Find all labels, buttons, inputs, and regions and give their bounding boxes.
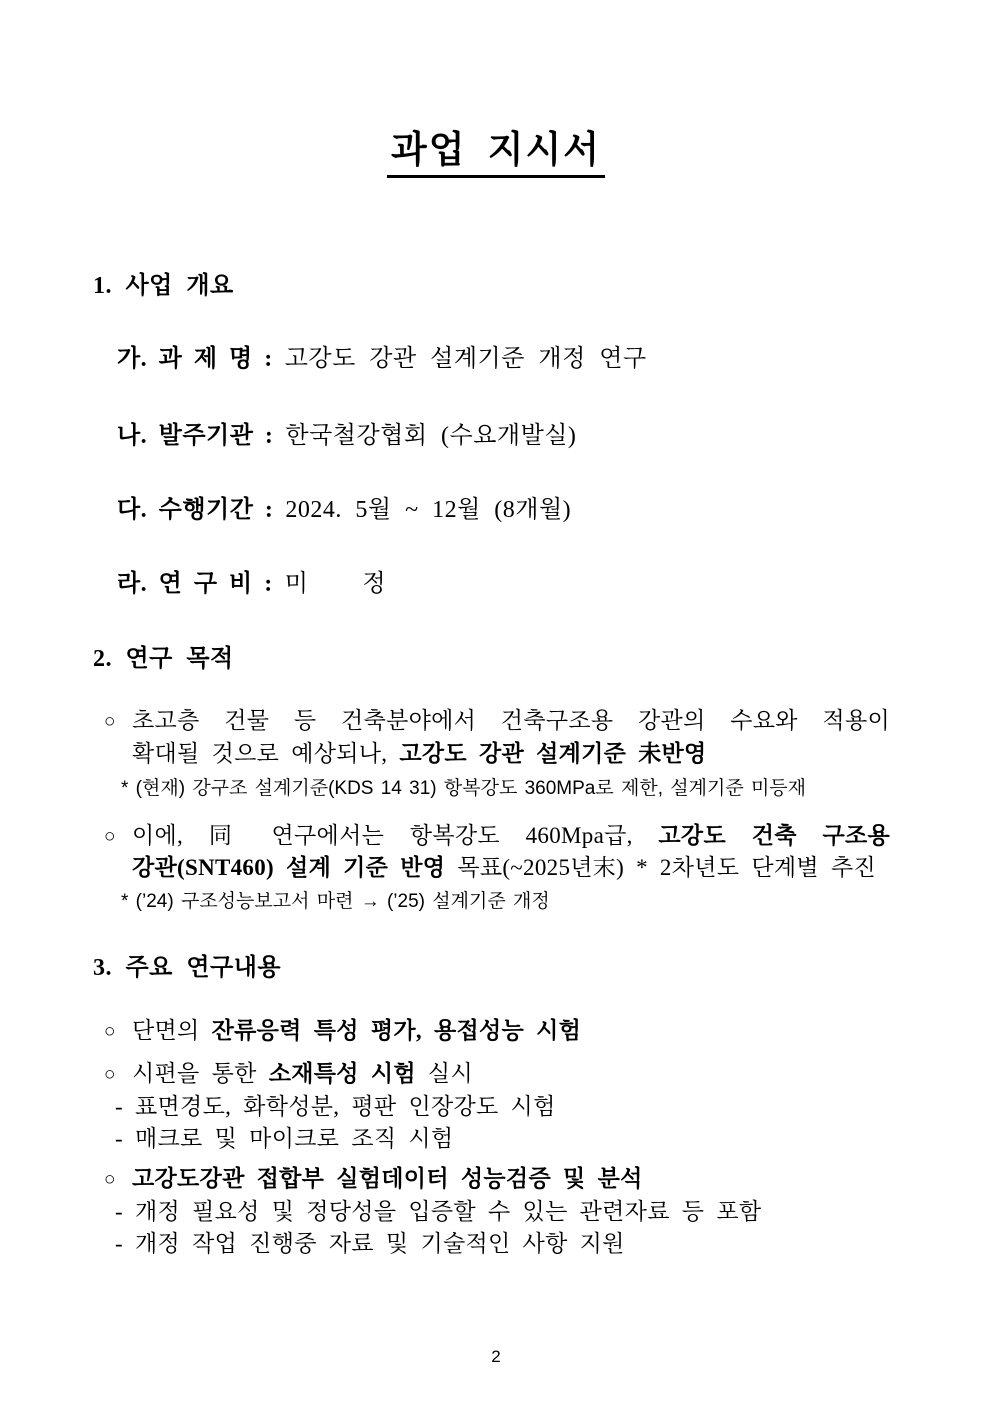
bullet-text-regular: 실시 <box>415 1061 473 1086</box>
item-label: 나. 발주기관 : <box>117 423 274 449</box>
bullet-text-bold: 고강도 강관 설계기준 未반영 <box>399 741 707 766</box>
bullet-text-regular: 목표(~2025년末) * 2차년도 단계별 추진 <box>445 855 876 880</box>
document-title <box>0 128 992 174</box>
section-2-bullet-2-line-1 <box>132 822 890 851</box>
section-2-bullet-2-line-2 <box>132 854 876 883</box>
bullet-text-bold: 잔류응력 특성 평가, 용접성능 시험 <box>211 1018 582 1043</box>
bullet-text-regular: 이에, 同 연구에서는 항복강도 460Mpa급, <box>132 823 659 848</box>
section-2-heading: 2. 연구 목적 <box>93 646 234 672</box>
circle-bullet-icon: ○ <box>104 1021 116 1042</box>
bullet-text-bold: 고강도 건축 구조용 <box>658 823 891 848</box>
section-3-dash-technical-support: - 개정 작업 진행중 자료 및 기술적인 사항 지원 <box>115 1231 625 1256</box>
circle-bullet-icon: ○ <box>104 711 116 732</box>
section-1-item-period <box>117 495 571 525</box>
document-title-text: 과업 지시서 <box>387 130 605 178</box>
bullet-text-bold: 소재특성 시험 <box>268 1061 416 1086</box>
section-2-bullet-1-line-2 <box>132 740 707 769</box>
section-2-footnote-current-standard: * (현재) 강구조 설계기준(KDS 14 31) 항복강도 360MPa로 제한, 설계기준 미등재 <box>121 778 807 799</box>
item-value: 2024. 5월 ~ 12월 (8개월) <box>285 497 572 523</box>
section-2-bullet-1-line-1: 초고층 건물 등 건축분야에서 건축구조용 강관의 수요와 적용이 <box>132 708 890 733</box>
item-value: 미 정 <box>284 571 387 597</box>
item-label: 다. 수행기간 : <box>117 497 274 523</box>
item-label: 가. 과 제 명 : <box>117 346 273 372</box>
section-3-bullet-joint-verification <box>132 1165 643 1194</box>
item-value: 고강도 강관 설계기준 개정 연구 <box>284 346 647 372</box>
section-1-item-ordering-org <box>117 421 576 451</box>
section-1-item-budget <box>117 569 386 599</box>
section-3-bullet-material-test <box>132 1060 473 1089</box>
section-3-heading: 3. 주요 연구내용 <box>93 955 282 981</box>
section-3-dash-justification-data: - 개정 필요성 및 정당성을 입증할 수 있는 관련자료 등 포함 <box>115 1199 762 1224</box>
bullet-text-bold: 고강도강관 접합부 실험데이터 성능검증 및 분석 <box>132 1166 643 1191</box>
section-1-heading: 1. 사업 개요 <box>93 273 234 299</box>
circle-bullet-icon: ○ <box>104 826 116 847</box>
section-3-dash-macro-micro: - 매크로 및 마이크로 조직 시험 <box>115 1126 454 1151</box>
bullet-text-regular: 확대될 것으로 예상되나, <box>132 741 400 766</box>
section-1-item-project-name <box>117 344 647 374</box>
bullet-text-regular: 단면의 <box>132 1018 212 1043</box>
section-2-footnote-yearly-plan: * (’24) 구조성능보고서 마련 → (’25) 설계기준 개정 <box>121 891 550 912</box>
circle-bullet-icon: ○ <box>104 1169 116 1190</box>
bullet-text-regular: 시편을 통한 <box>132 1061 269 1086</box>
item-value: 한국철강협회 (수요개발실) <box>285 423 577 449</box>
page-number: 2 <box>491 1347 501 1366</box>
section-3-bullet-residual-stress <box>132 1017 581 1046</box>
circle-bullet-icon: ○ <box>104 1064 116 1085</box>
item-label: 라. 연 구 비 : <box>117 571 273 597</box>
section-3-dash-surface-hardness: - 표면경도, 화학성분, 평판 인장강도 시험 <box>115 1094 556 1119</box>
bullet-text-bold: 강관(SNT460) 설계 기준 반영 <box>132 855 446 880</box>
